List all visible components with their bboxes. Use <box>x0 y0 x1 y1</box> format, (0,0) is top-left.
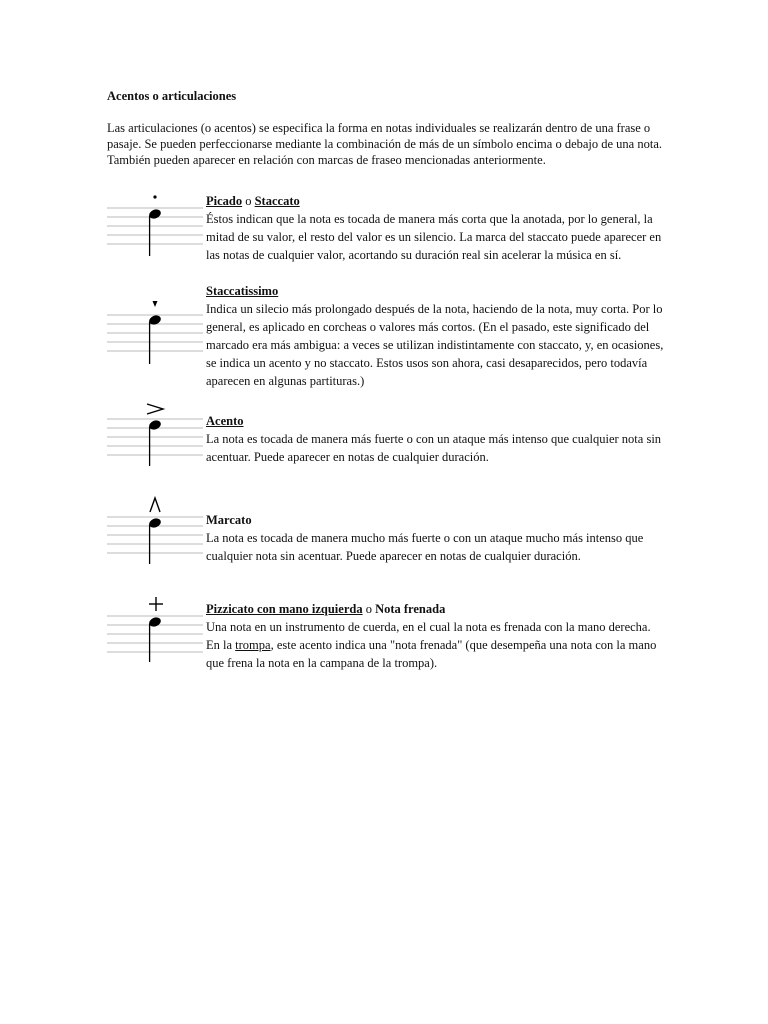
pizzicato-text-post: , este acento indica una "nota frenada" (que desempeña una nota con la mano que frena la nota en la campana de la trompa). <box>206 638 657 670</box>
pizzicato-heading <box>206 600 664 618</box>
pizzicato-text <box>206 600 664 672</box>
staccatissimo-notation-icon <box>107 282 203 352</box>
staccatissimo-text <box>206 282 664 390</box>
pizzicato-description <box>206 618 664 672</box>
heading-pizzicato: Pizzicato con mano izquierda <box>206 602 363 616</box>
heading-acento: Acento <box>206 414 244 428</box>
staccato-heading <box>206 192 664 210</box>
acento-text <box>206 412 664 466</box>
staccato-text <box>206 192 664 264</box>
staccato-notation-icon <box>107 192 203 262</box>
marcato-text <box>206 511 664 565</box>
heading-staccatissimo: Staccatissimo <box>206 284 279 298</box>
pizzicato-text-pre: Una nota en un instrumento de cuerda, en el cual la nota es frenada con la mano derecha. En la <box>206 620 651 652</box>
acento-heading <box>206 412 664 430</box>
intro-paragraph: Las articulaciones (o acentos) se especifica la forma en notas individuales se realizarán dentro de una frase o pasaje. Se pueden perfeccionarse mediante la combinación de más de un símbolo encima o debajo de una nota. También pueden aparecer en relación con marcas de fraseo mencionadas anteriormente. <box>107 121 663 167</box>
heading-connector: o <box>365 602 372 616</box>
accent-notation-icon <box>107 398 203 468</box>
heading-staccato: Staccato <box>254 194 300 208</box>
page-title: Acentos o articulaciones <box>107 89 237 103</box>
marcato-notation-icon <box>107 494 203 564</box>
staccatissimo-heading <box>206 282 664 300</box>
marcato-description: La nota es tocada de manera mucho más fuerte o con un ataque mucho más intenso que cualquier nota sin acentuar. Puede aparecer en notas de cualquier duración. <box>206 531 644 563</box>
staccato-description: Éstos indican que la nota es tocada de manera más corta que la anotada, por lo general, la mitad de su valor, el resto del valor es un silencio. La marca del staccato puede aparecer en las notas de cualquier valor, acortando su duración real sin acelerar la música en sí. <box>206 212 662 262</box>
marcato-heading <box>206 511 664 529</box>
plus-notation-icon <box>107 594 203 664</box>
trompa-link[interactable]: trompa <box>235 638 271 652</box>
heading-picado: Picado <box>206 194 243 208</box>
heading-marcato: Marcato <box>206 513 252 527</box>
heading-nota-frenada: Nota frenada <box>375 602 446 616</box>
heading-connector: o <box>245 194 252 208</box>
staccatissimo-description: Indica un silecio más prolongado después de la nota, haciendo de la nota, muy corta. Por lo general, es aplicado en corcheas o valores más cortos. (En el pasado, este significado del marcado era más ambigua: a veces se utilizan indistintamente con staccato, y, en ocasiones, se indica un acento y no staccato. Estos usos son ahora, casi desaparecidos, pero todavía aparecen en algunas partituras.) <box>206 302 664 388</box>
acento-description: La nota es tocada de manera más fuerte o con un ataque más intenso que cualquier nota sin acentuar. Puede aparecer en notas de cualquier duración. <box>206 432 662 464</box>
